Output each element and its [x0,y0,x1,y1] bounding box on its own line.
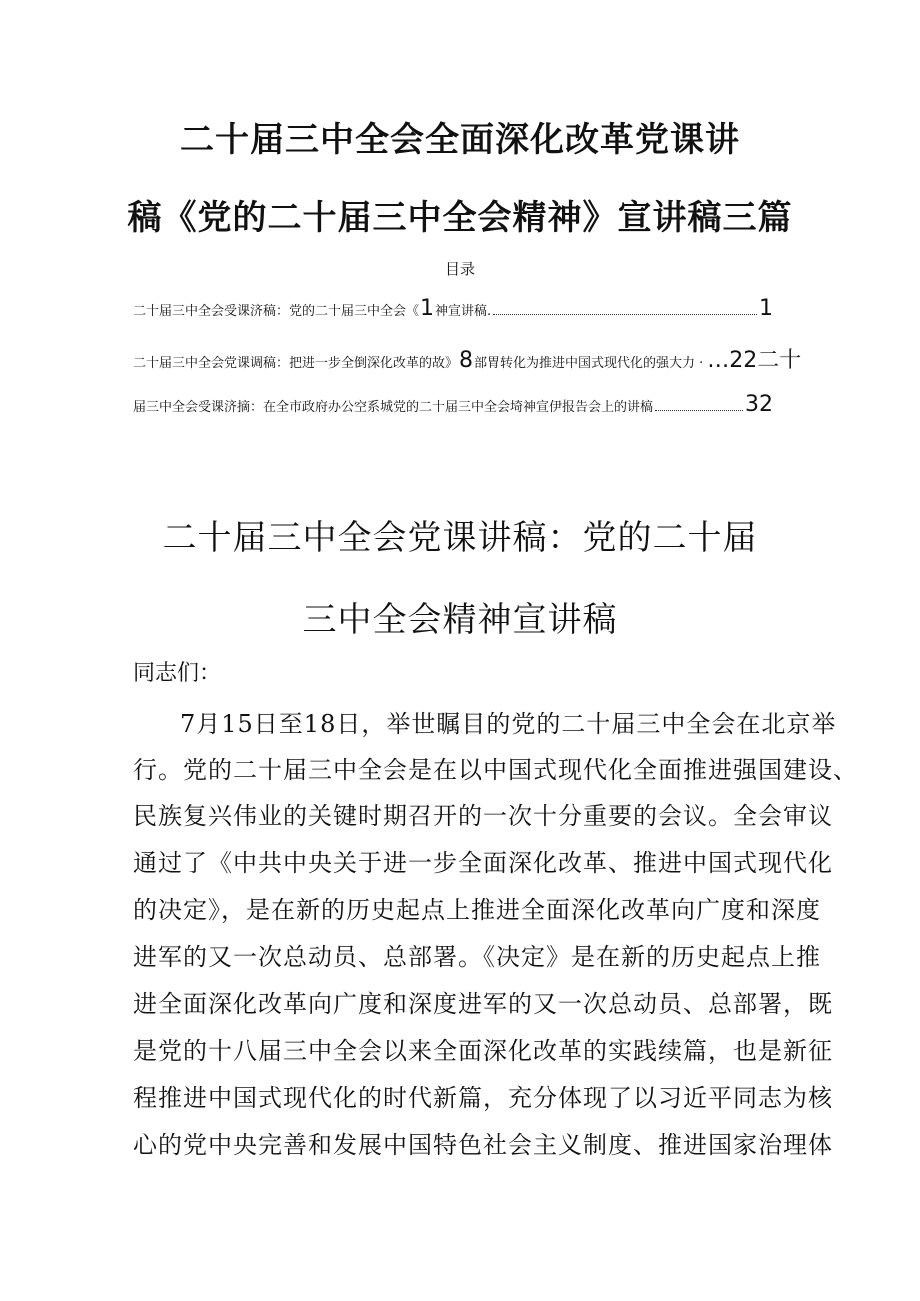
toc-page-number: 32 [745,392,773,417]
toc-entry-text: 二十届三中全会受课济稿：党的二十届三中全会《 [133,304,420,319]
salutation: 同志们： [133,661,222,686]
toc-entry-text: 二十届三中全会党课调稿：把进一步全倒深化改革的故》 [133,356,459,371]
body-text-line: 程推进中国式现代化的时代新篇，充分体现了以习近平同志为核 [133,1084,833,1112]
body-text-line: 心的党中央完善和发展中国特色社会主义制度、推进国家治理体 [133,1131,833,1159]
body-text-line: 民族复兴伟业的关键时期召开的一次十分重要的会议。全会审议 [133,802,833,830]
section-title-line-1: 二十届三中全会党课讲稿：党的二十届 [162,518,758,558]
toc-entry-text-tail: 部胃转化为推进中国式现代化的强大力 · [474,356,704,371]
body-text-line: 的决定》，是在新的历史起点上推进全面深化改革向广度和深度 [133,896,821,924]
toc-page-number: 1 [759,296,773,321]
body-text-line: 通过了《中共中央关于进一步全面深化改革、推进中国式现代化 [133,849,833,877]
toc-entry-1[interactable] [133,296,773,321]
body-text-line: 进军的又一次总动员、总部署。《决定》是在新的历史起点上推 [133,943,821,971]
toc-entry-3[interactable] [133,392,773,417]
toc-dot-leader [493,313,757,315]
document-title-line-2: 稿《党的二十届三中全会精神》宣讲稿三篇 [127,198,793,238]
toc-heading: 目录 [444,260,475,278]
body-text-line: 7月15日至18日，举世瞩目的党的二十届三中全会在北京举 [180,710,837,738]
toc-entry-2[interactable] [133,343,802,374]
toc-entry-text: 届三中全会受课济摘：在全市政府办公空系城党的二十届三中全会埼神宣伊报告会上的讲槁 [133,400,654,415]
toc-entry-large-glyph: 8 [459,348,474,373]
body-text-line: 进全面深化改革向广度和深度进军的又一次总动员、总部署，既 [133,990,833,1018]
toc-page-number: …22二十 [707,348,802,373]
body-text-line: 是党的十八届三中全会以来全面深化改革的实践续篇，也是新征 [133,1037,833,1065]
document-title-line-1: 二十届三中全会全面深化改革党课讲 [180,120,740,160]
section-title-line-2: 三中全会精神宣讲稿 [302,600,618,640]
toc-entry-text-tail: 神宣讲稿. [435,304,492,319]
toc-dot-leader [655,409,743,411]
body-text-line: 行。党的二十届三中全会是在以中国式现代化全面推进强国建设、 [133,756,858,784]
toc-entry-large-glyph: 1 [420,296,435,321]
